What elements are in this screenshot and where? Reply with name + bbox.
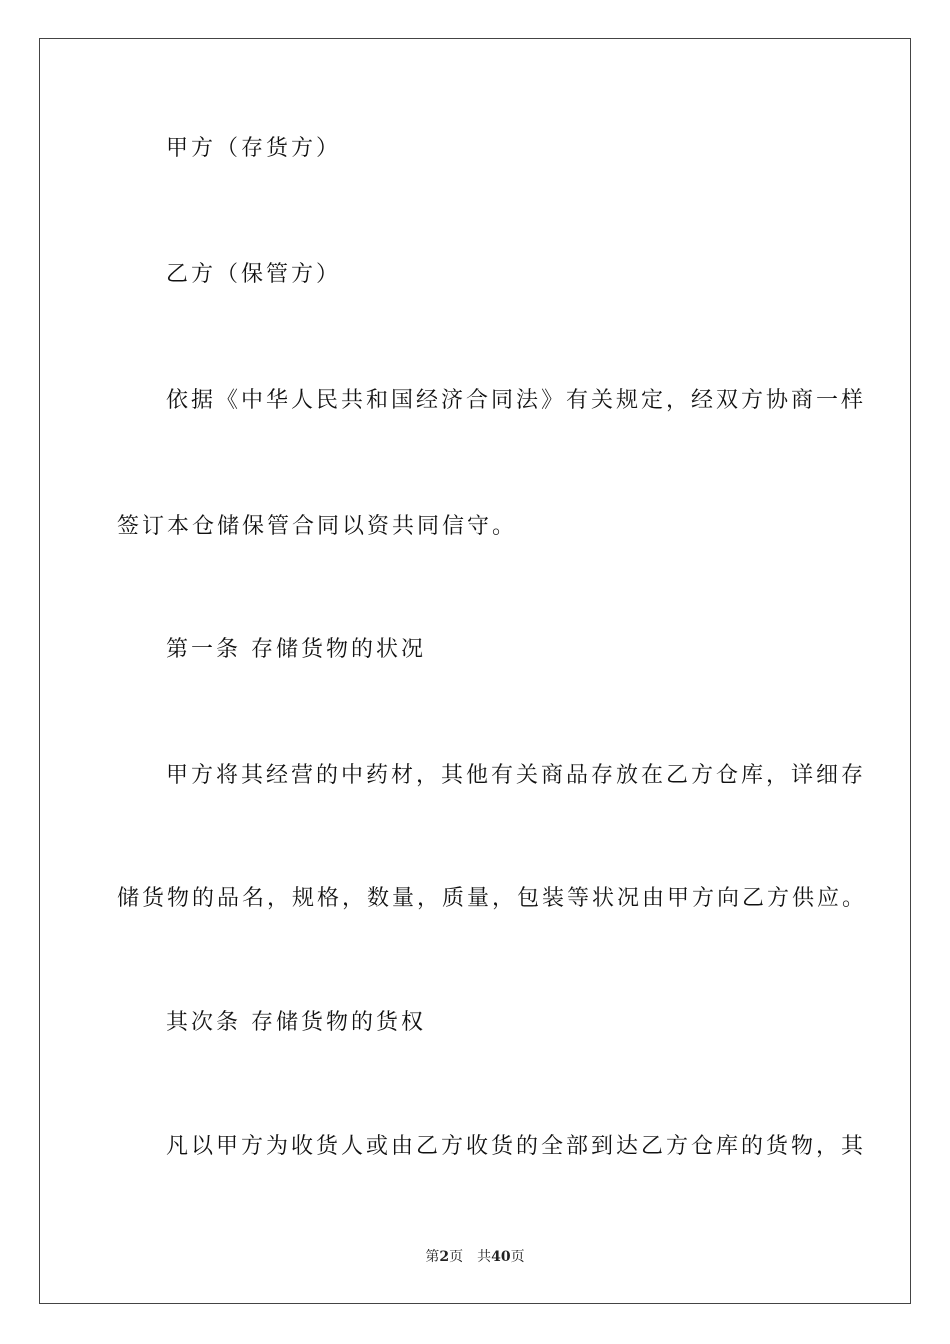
article-2-body-line-1: 凡以甲方为收货人或由乙方收货的全部到达乙方仓库的货物，其 (166, 1134, 867, 1159)
article-1-heading: 第一条 存储货物的状况 (166, 637, 426, 662)
preamble-line-1: 依据《中华人民共和国经济合同法》有关规定，经双方协商一样 (166, 388, 867, 413)
page-number: 第2页 (425, 1249, 464, 1265)
article-1-body-line-1: 甲方将其经营的中药材，其他有关商品存放在乙方仓库，详细存 (166, 763, 867, 788)
page-total: 共40页 (477, 1249, 525, 1265)
party-a-line: 甲方（存货方） (166, 136, 342, 161)
party-b-line: 乙方（保管方） (166, 262, 342, 287)
article-2-heading: 其次条 存储货物的货权 (166, 1010, 426, 1035)
article-1-body-line-2: 储货物的品名，规格，数量，质量，包装等状况由甲方向乙方供应。 (117, 886, 868, 911)
preamble-line-2: 签订本仓储保管合同以资共同信守。 (117, 514, 518, 539)
page-border (39, 38, 911, 1304)
page-footer (0, 1248, 950, 1266)
